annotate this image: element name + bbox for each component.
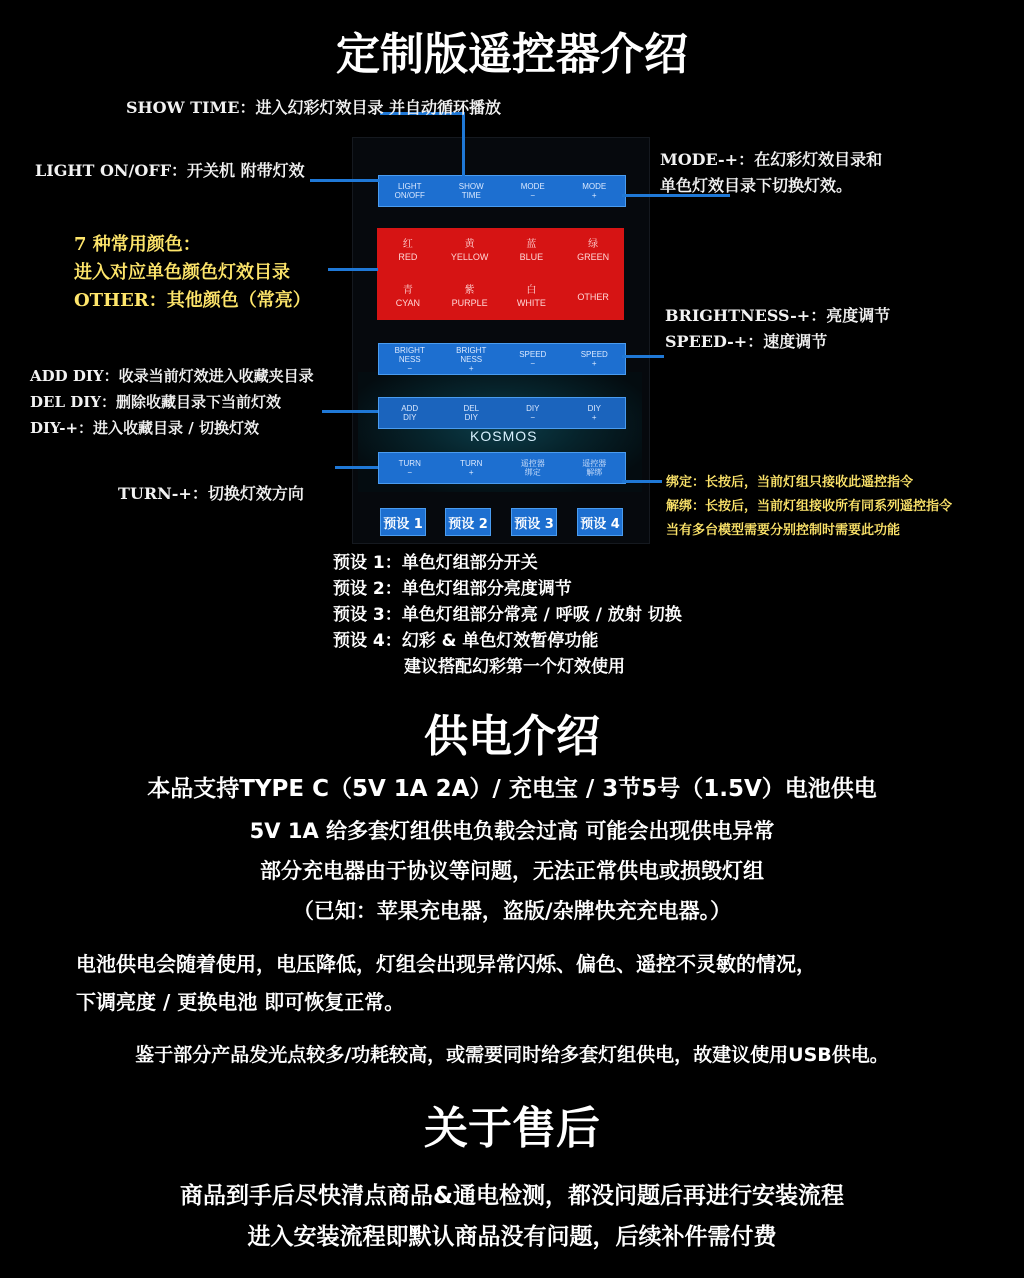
remote-row-power-mode xyxy=(378,175,626,207)
power-line: （已知：苹果充电器，盗版/杂牌快充充电器。） xyxy=(292,899,732,923)
color-red-button[interactable]: 红 RED xyxy=(398,239,418,262)
diy-minus-button[interactable]: DIY − xyxy=(526,404,540,422)
mode-plus-button[interactable]: MODE + xyxy=(582,182,607,200)
connector-line xyxy=(328,268,378,271)
connector-line xyxy=(622,480,662,483)
remote-row-turn-bind xyxy=(378,452,626,484)
preset-1-button[interactable]: 预设 1 xyxy=(380,508,426,536)
callout-mode-line2: 单色灯效目录下切换灯效。 xyxy=(660,176,853,195)
color-button-panel xyxy=(377,228,624,320)
brightness-minus-button[interactable]: BRIGHT NESS − xyxy=(394,345,425,373)
power-line: 5V 1A 给多套灯组供电负载会过高 可能会出现供电异常 xyxy=(249,819,775,843)
callout-colors-line2: 进入对应单色颜色灯效目录 xyxy=(74,262,290,283)
show-time-button[interactable]: SHOW TIME xyxy=(458,182,484,200)
mode-minus-button[interactable]: MODE − xyxy=(520,182,545,200)
callout-bind-note: 当有多台模型需要分别控制时需要此功能 xyxy=(666,523,901,538)
connector-line xyxy=(335,466,378,469)
callout-diy: DIY-+：进入收藏目录 / 切换灯效 xyxy=(30,419,259,437)
remote-row-brightness-speed xyxy=(378,343,626,375)
preset-3-button[interactable]: 预设 3 xyxy=(511,508,557,536)
callout-unbind: 解绑：长按后，当前灯组接收所有同系列遥控指令 xyxy=(666,499,953,514)
color-other-button[interactable]: OTHER xyxy=(577,292,609,302)
diy-plus-button[interactable]: DIY + xyxy=(587,404,601,422)
battery-note-line2: 下调亮度 / 更换电池 即可恢复正常。 xyxy=(76,990,405,1014)
callout-mode-line1: MODE-+：在幻彩灯效目录和 xyxy=(660,150,883,169)
callout-bind: 绑定：长按后，当前灯组只接收此遥控指令 xyxy=(666,475,914,490)
remote-unbind-button[interactable]: 遥控器 解绑 xyxy=(582,459,607,477)
light-onoff-button[interactable]: LIGHT ON/OFF xyxy=(394,182,425,200)
color-cyan-button[interactable]: 青 CYAN xyxy=(395,285,421,308)
connector-line xyxy=(622,355,664,358)
page-title: 定制版遥控器介绍 xyxy=(336,29,688,80)
turn-minus-button[interactable]: TURN − xyxy=(398,459,421,477)
power-section-title: 供电介绍 xyxy=(424,711,600,762)
preset-4-note: 建议搭配幻彩第一个灯效使用 xyxy=(404,657,625,677)
callout-light-onoff: LIGHT ON/OFF：开关机 附带灯效 xyxy=(35,161,305,180)
callout-add-diy: ADD DIY：收录当前灯效进入收藏夹目录 xyxy=(30,367,314,385)
preset-2-button[interactable]: 预设 2 xyxy=(445,508,491,536)
remote-bind-button[interactable]: 遥控器 绑定 xyxy=(520,459,545,477)
color-green-button[interactable]: 绿 GREEN xyxy=(577,239,610,262)
speed-minus-button[interactable]: SPEED − xyxy=(519,350,547,368)
preset-3-desc: 预设 3：单色灯组部分常亮 / 呼吸 / 放射 切换 xyxy=(333,605,682,625)
connector-line xyxy=(462,112,465,176)
preset-1-desc: 预设 1：单色灯组部分开关 xyxy=(333,553,538,573)
color-white-button[interactable]: 白 WHITE xyxy=(516,285,546,308)
brand-logo: KOSMOS xyxy=(470,428,538,444)
callout-brightness: BRIGHTNESS-+：亮度调节 xyxy=(665,306,891,325)
remote-row-diy xyxy=(378,397,626,429)
preset-2-desc: 预设 2：单色灯组部分亮度调节 xyxy=(333,579,572,599)
preset-4-button[interactable]: 预设 4 xyxy=(577,508,623,536)
color-yellow-button[interactable]: 黄 YELLOW xyxy=(450,239,489,262)
callout-colors-line3: OTHER：其他颜色（常亮） xyxy=(74,290,311,311)
power-line: 部分充电器由于协议等问题，无法正常供电或损毁灯组 xyxy=(260,859,764,883)
callout-colors-line1: 7 种常用颜色： xyxy=(74,234,201,255)
usb-note: 鉴于部分产品发光点较多/功耗较高，或需要同时给多套灯组供电，故建议使用USB供电。 xyxy=(135,1044,889,1066)
color-purple-button[interactable]: 紫 PURPLE xyxy=(451,285,488,308)
connector-line xyxy=(322,410,378,413)
after-sales-title: 关于售后 xyxy=(424,1103,600,1154)
callout-show-time: SHOW TIME：进入幻彩灯效目录 并自动循环播放 xyxy=(126,98,502,117)
after-sales-line2: 进入安装流程即默认商品没有问题，后续补件需付费 xyxy=(247,1224,777,1250)
del-diy-button[interactable]: DEL DIY xyxy=(463,404,480,422)
callout-turn: TURN-+：切换灯效方向 xyxy=(118,484,304,503)
turn-plus-button[interactable]: TURN + xyxy=(460,459,483,477)
power-line: 本品支持TYPE C（5V 1A 2A）/ 充电宝 / 3节5号（1.5V）电池供电 xyxy=(147,776,877,802)
connector-line xyxy=(310,179,380,182)
speed-plus-button[interactable]: SPEED + xyxy=(580,350,608,368)
callout-speed: SPEED-+：速度调节 xyxy=(665,332,828,351)
after-sales-line1: 商品到手后尽快清点商品&通电检测，都没问题后再进行安装流程 xyxy=(179,1183,845,1209)
color-blue-button[interactable]: 蓝 BLUE xyxy=(519,239,544,262)
add-diy-button[interactable]: ADD DIY xyxy=(401,404,419,422)
battery-note-line1: 电池供电会随着使用，电压降低，灯组会出现异常闪烁、偏色、遥控不灵敏的情况， xyxy=(76,952,816,976)
callout-del-diy: DEL DIY：删除收藏目录下当前灯效 xyxy=(30,393,281,411)
brightness-plus-button[interactable]: BRIGHT NESS + xyxy=(456,345,487,373)
preset-4-desc: 预设 4：幻彩 & 单色灯效暂停功能 xyxy=(333,631,599,651)
